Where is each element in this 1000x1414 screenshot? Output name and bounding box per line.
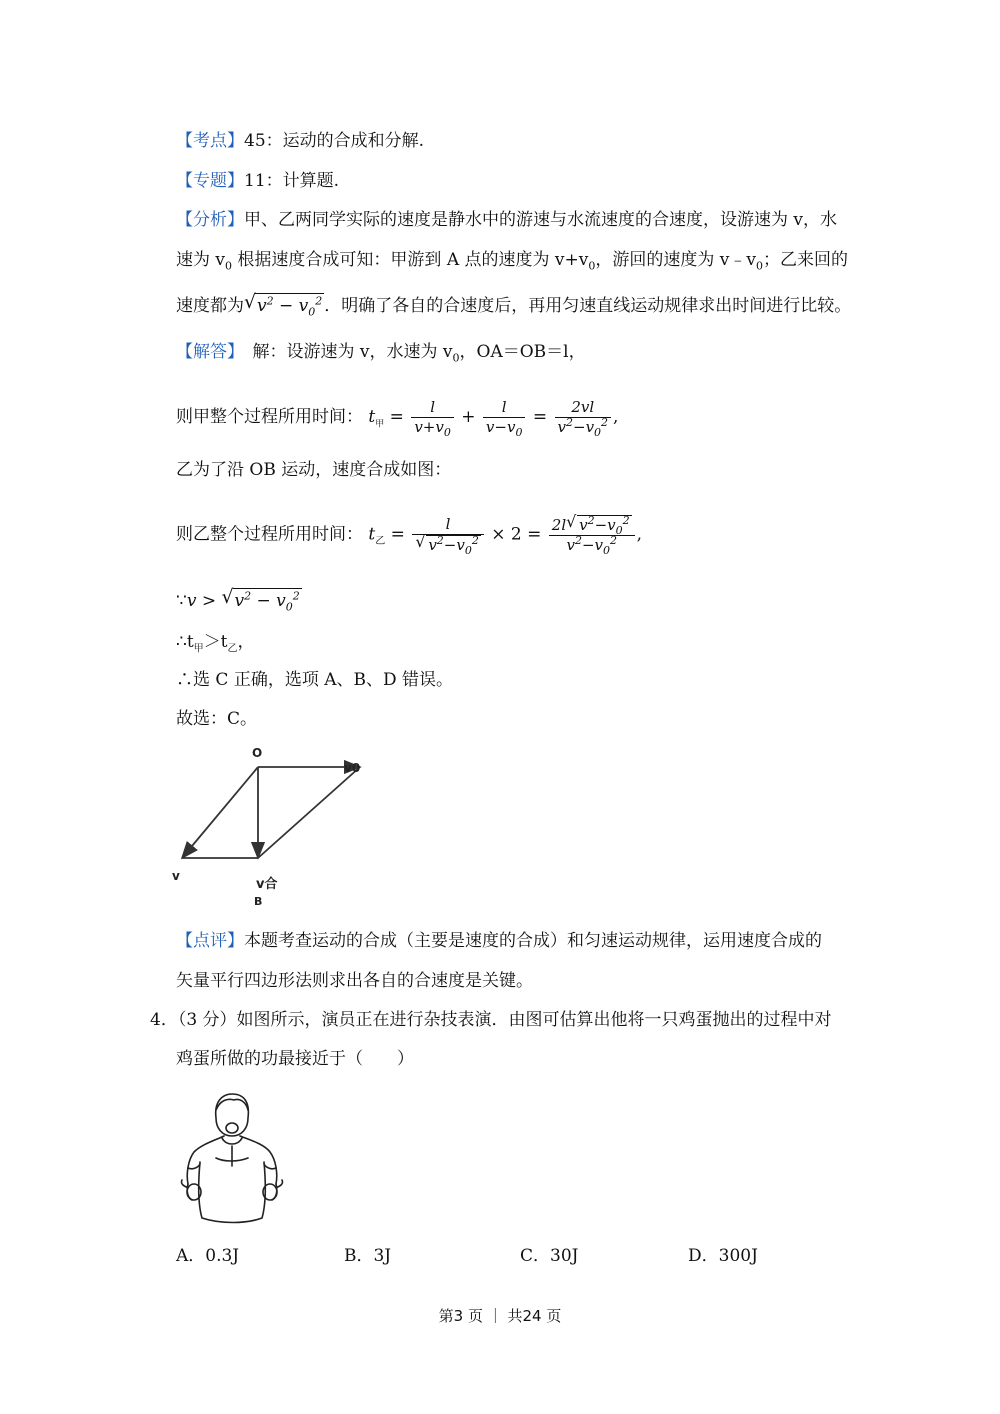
jieda-therefore-1: $\therefore t_甲>t_乙$，: [176, 632, 255, 655]
label-o: O: [252, 746, 263, 760]
dianping-tag: 【点评】: [176, 931, 244, 951]
fraction: l √ $v^2-v_0^2$: [412, 515, 484, 555]
option-a: A．0.3J: [176, 1246, 240, 1266]
kaodian-line: [176, 129, 424, 153]
label-v: v: [172, 869, 180, 883]
jieda-tag: 【解答】: [176, 342, 236, 362]
label-v0: v0: [344, 761, 361, 775]
sqrt-expression: √ $v^2 - v_0^2$: [221, 586, 300, 614]
jieda-because: ∵v > √ $v^2 - v_0^2$: [176, 586, 300, 614]
dianping-line-1: 【点评】本题考查运动的合成（主要是速度的合成）和匀速运动规律，运用速度合成的: [176, 931, 822, 951]
jieda-line-1: 【解答】 解：设游速为 v，水速为 $v_0$，OA＝OB＝l，: [176, 342, 586, 365]
option-c: C．30J: [520, 1246, 579, 1266]
zhuanti-line: [176, 169, 339, 193]
fraction: 2l √ $v^2-v_0^2$ $v^2-v_0^2$: [549, 515, 635, 555]
jieda-therefore-2: ∴选 C 正确，选项 A、B、D 错误。: [176, 670, 454, 690]
zhuanti-tag: 【专题】: [176, 171, 244, 191]
jieda-line-4: 则乙整个过程所用时间： $t_乙$ = l √ $v^2-v_0^2$ × 2 = 2l √ $v^2-v_0^2$ $v^2-v_0^2$ ,: [176, 512, 643, 557]
jieda-line-2: 则甲整个过程所用时间： $t_甲$ = $\frac{l}{v+v_0}$ + $\frac{l}{v-v_0}$ = $\frac{2vl}{v^2-v_0^2}$ ,: [176, 398, 619, 439]
question4-line-1: 4．（3 分）如图所示，演员正在进行杂技表演．由图可估算出他将一只鸡蛋抛出的过程中对: [150, 1010, 832, 1030]
option-d: D．300J: [688, 1246, 758, 1266]
fenxi-line-1: 【分析】甲、乙两同学实际的速度是静水中的游速与水流速度的合速度，设游速为 v，水: [176, 210, 838, 230]
page-footer: 第3 页 ｜ 共24 页: [438, 1307, 562, 1325]
fenxi-line-3: 速度都为 √ $v^2 - v_0^2$ ．明确了各自的合速度后，再用匀速直线运动规律求出时间进行比较。: [176, 291, 852, 319]
juggler-illustration: [176, 1088, 288, 1226]
kaodian-text: 45：运动的合成和分解.: [244, 131, 425, 151]
question4-line-2: 鸡蛋所做的功最接近于（ ）: [176, 1049, 414, 1069]
fenxi-tag: 【分析】: [176, 210, 244, 230]
label-vhe: v合: [256, 877, 278, 892]
kaodian-tag: 【考点】: [176, 131, 244, 151]
label-b: B: [254, 895, 263, 908]
fenxi-line-2: 速为 $v_0$ 根据速度合成可知：甲游到 A 点的速度为 $v+v_0$，游回的速度为 $v﹣v_0$；乙来回的: [176, 250, 848, 273]
fraction: $\frac{l}{v+v_0}$: [411, 398, 454, 437]
sqrt-expression: √ $v^2 - v_0^2$: [244, 291, 323, 319]
fraction: $\frac{2vl}{v^2-v_0^2}$: [555, 398, 612, 437]
dianping-line-2: 矢量平行四边形法则求出各自的合速度是关键。: [176, 971, 533, 991]
t-label: t: [368, 407, 376, 427]
jieda-answer: 故选：C。: [176, 709, 258, 729]
option-b: B．3J: [344, 1246, 392, 1266]
fraction: $\frac{l}{v-v_0}$: [483, 398, 526, 437]
velocity-parallelogram-diagram: [168, 742, 378, 912]
jieda-line-3: 乙为了沿 OB 运动，速度合成如图：: [176, 460, 452, 480]
zhuanti-text: 11：计算题.: [244, 171, 340, 191]
